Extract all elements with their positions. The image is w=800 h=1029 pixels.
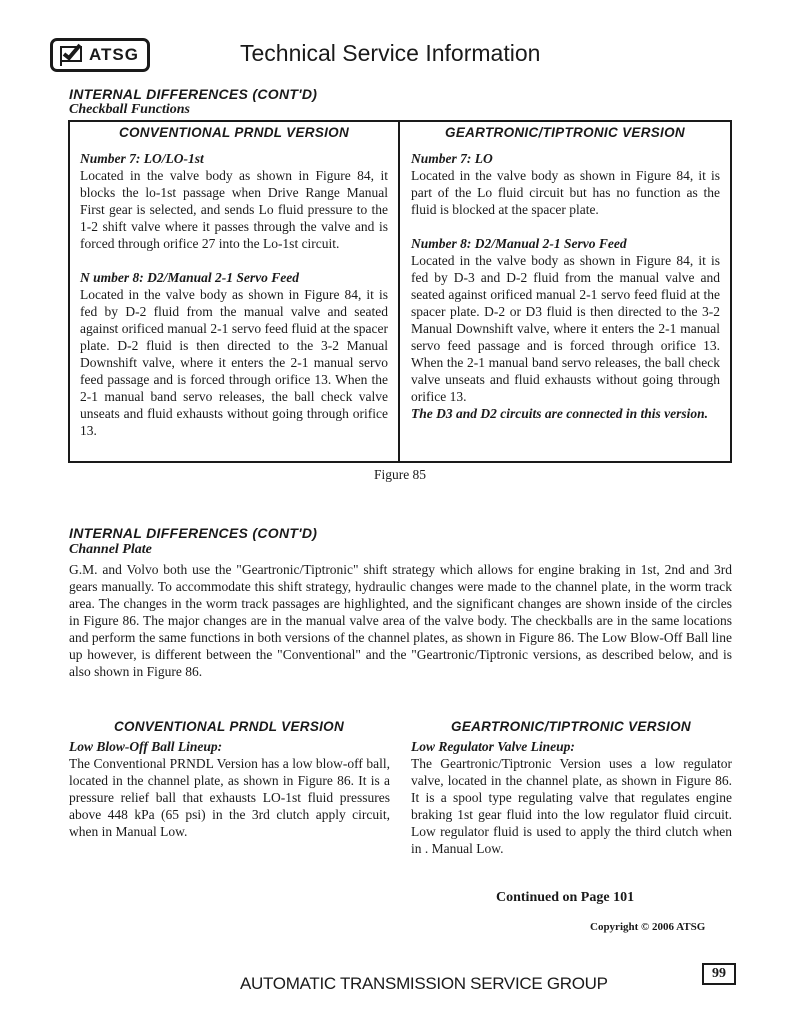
- geartronic-lineup-column: [411, 738, 732, 857]
- footer-organization: AUTOMATIC TRANSMISSION SERVICE GROUP: [240, 974, 608, 993]
- conventional-lineup-column: [69, 738, 390, 840]
- column-title-geartronic: GEARTRONIC/TIPTRONIC VERSION: [451, 719, 691, 734]
- lineup-text: The Geartronic/Tiptronic Version uses a low regulator valve, located in the channel plate, as shown in Figure 86. It is a spool type regulating valve that regulates engine braking 1st gear fluid into the low regulator fluid circuit. Low regulator fluid is used to apply the third clutch when in . Manual Low.: [411, 756, 732, 856]
- item-title: Number 8: D2/Manual 2-1 Servo Feed: [411, 236, 627, 251]
- page-number: 99: [702, 963, 736, 985]
- item-text: Located in the valve body as shown in Figure 84, it blocks the lo-1st passage when Drive Range Manual First gear is selected, and sends Lo fluid pressure to the 1-2 shift valve where it passes through the valve and is forced through orifice 27 into the Lo-1st circuit.: [80, 168, 388, 251]
- figure-caption: Figure 85: [373, 467, 427, 482]
- item-text: Located in the valve body as shown in Figure 84, it is part of the Lo fluid circuit but has no function as the fluid is blocked at the spacer plate.: [411, 168, 720, 217]
- item-text: Located in the valve body as shown in Figure 84, it is fed by D-3 and D-2 fluid from the manual valve and seated against orificed manual 2-1 servo feed fluid at the spacer plate. D-2 or D3 fluid is then directed to the 3-2 Manual Downshift valve, where it enters the 2-1 manual servo feed passage and is forced through orifice 13. When the 2-1 manual band servo releases, the ball check valve unseats and fluid exhausts without going through orifice 13.: [411, 253, 720, 404]
- conventional-checkball-column: [80, 150, 388, 439]
- column-title-geartronic: GEARTRONIC/TIPTRONIC VERSION: [445, 125, 685, 140]
- lineup-title: Low Blow-Off Ball Lineup:: [69, 739, 223, 754]
- section-subheading: Channel Plate: [69, 542, 152, 557]
- atsg-logo: [50, 38, 150, 72]
- logo-text: ATSG: [89, 45, 139, 64]
- section-heading: INTERNAL DIFFERENCES (CONT'D): [69, 525, 318, 541]
- channel-plate-paragraph: G.M. and Volvo both use the "Geartronic/Tiptronic" shift strategy which allows for engine braking in 1st, 2nd and 3rd gears manually. To accommodate this shift strategy, hydraulic changes were made to the channel plate, in the worm track area. The changes in the worm track passages are highlighted, and the significant changes are shown inside of the circles in Figure 86. The major changes are in the manual valve area of the valve body. The checkballs are in the same locations and perform the same functions in both versions of the channel plates, as shown in Figure 86. The Low Blow-Off Ball line up however, is different between the "Conventional" and the "Geartronic/Tiptronic versions, as described below, and is also shown in Figure 86.: [69, 562, 732, 679]
- item-title: Number 7: LO: [411, 151, 493, 166]
- lineup-title: Low Regulator Valve Lineup:: [411, 739, 575, 754]
- lineup-text: The Conventional PRNDL Version has a low blow-off ball, located in the channel plate, as shown in Figure 86. It is a pressure relief ball that exhausts LO-1st fluid pressures above 448 kPa (65 psi) in the 3rd clutch apply circuit, when in Manual Low.: [69, 756, 390, 839]
- page-title: Technical Service Information: [240, 40, 541, 66]
- item-text: Located in the valve body as shown in Figure 84, it is fed by D-2 fluid from the manual valve and seated against orificed manual 2-1 servo feed fluid at the spacer plate. D-2 fluid is then directed to the 3-2 Manual Downshift valve, where it enters the 2-1 manual servo feed passage and is forced through orifice 13. When the 2-1 manual band servo releases, the ball check valve unseats and fluid exhausts without going through orifice 13.: [80, 287, 388, 438]
- column-title-conventional: CONVENTIONAL PRNDL VERSION: [118, 125, 350, 140]
- checkmark-flag-icon: [59, 43, 85, 67]
- section-subheading: Checkball Functions: [69, 102, 190, 117]
- continued-note: Continued on Page 101: [496, 890, 635, 905]
- geartronic-checkball-column: [411, 150, 720, 422]
- copyright: Copyright © 2006 ATSG: [590, 921, 706, 933]
- column-title-conventional: CONVENTIONAL PRNDL VERSION: [113, 719, 345, 734]
- item-title: Number 7: LO/LO-1st: [80, 151, 204, 166]
- section-heading: INTERNAL DIFFERENCES (CONT'D): [69, 86, 318, 102]
- table-divider: [398, 120, 400, 463]
- item-note: The D3 and D2 circuits are connected in this version.: [411, 406, 709, 421]
- item-title: N umber 8: D2/Manual 2-1 Servo Feed: [80, 270, 299, 285]
